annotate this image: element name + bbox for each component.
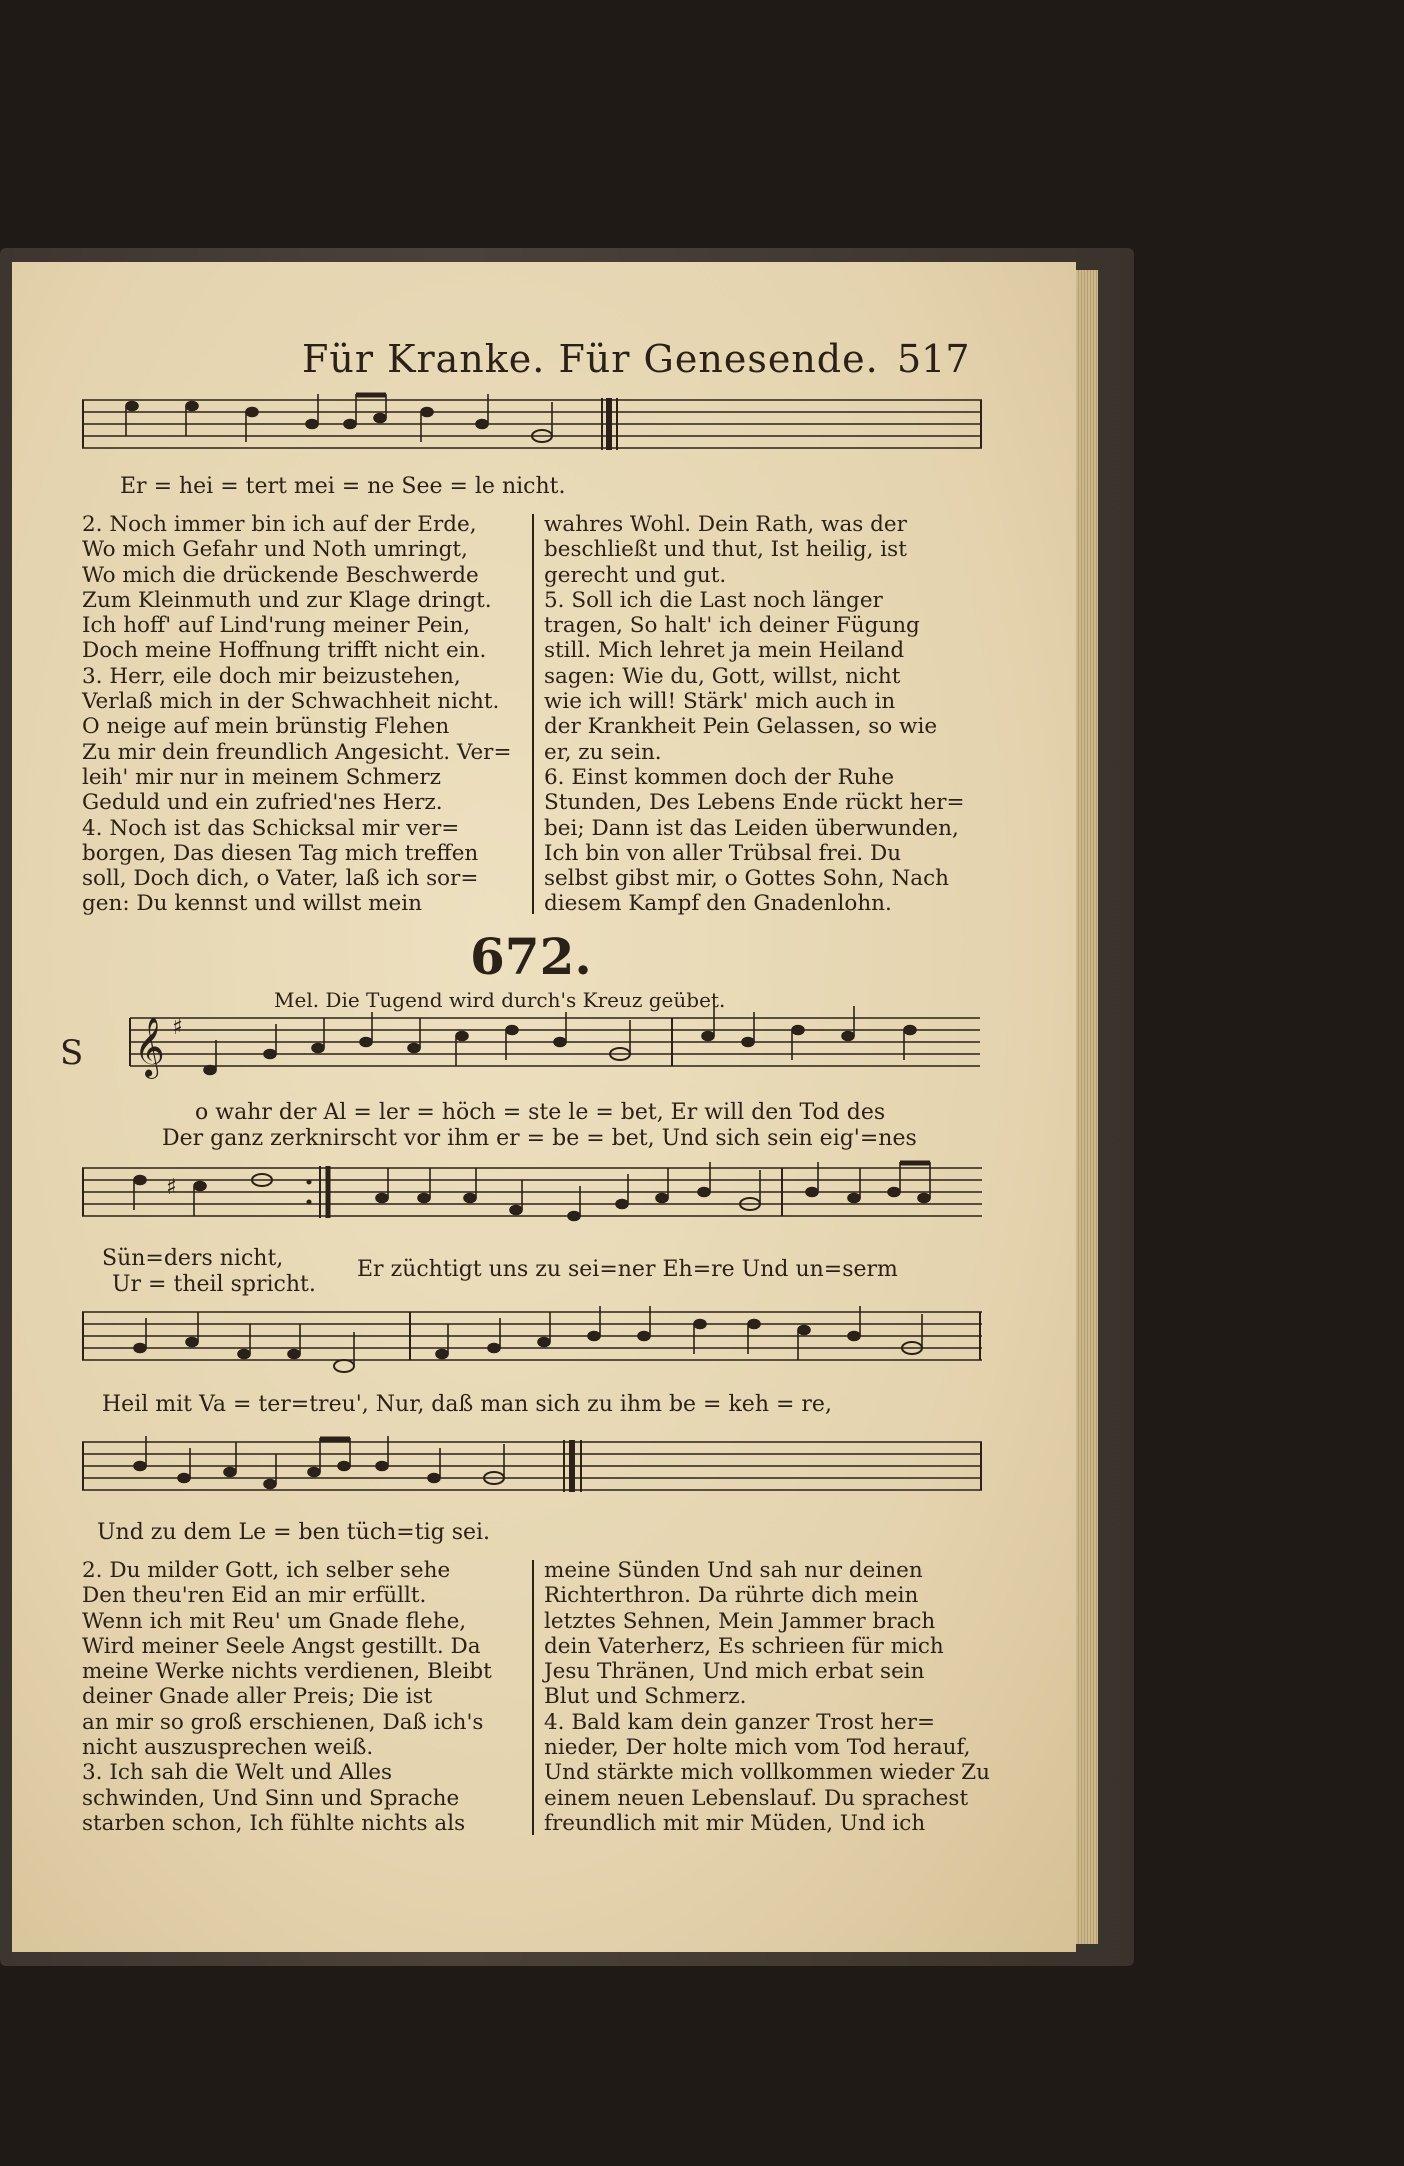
text-line: selbst gibst mir, o Gottes Sohn, Nach	[544, 866, 949, 892]
text-line: O neige auf mein brünstig Flehen	[82, 714, 450, 740]
text-line: wie ich will! Stärk' mich auch in	[544, 689, 896, 715]
page-edges	[1076, 270, 1098, 1944]
hymn-number: 672.	[470, 927, 592, 986]
text-line: der Krankheit Pein Gelassen, so wie	[544, 714, 938, 740]
text-line: Wenn ich mit Reu' um Gnade flehe,	[82, 1608, 467, 1634]
text-line: 4. Bald kam dein ganzer Trost her=	[544, 1709, 936, 1735]
text-line: Zu mir dein freundlich Angesicht. Ver=	[82, 739, 512, 765]
lyric-line-2a: Sün=ders nicht,	[102, 1246, 284, 1271]
music-staff-2	[60, 1004, 980, 1082]
lyric-line-3: Heil mit Va = ter=treu', Nur, daß man sich zu ihm be = keh = re,	[102, 1392, 832, 1417]
text-line: dein Vaterherz, Es schrieen für mich	[544, 1633, 944, 1659]
text-line: Ich bin von aller Trübsal frei. Du	[544, 840, 902, 866]
text-column-right-top	[544, 512, 1004, 917]
text-line: still. Mich lehret ja mein Heiland	[544, 638, 905, 664]
text-line: sagen: Wie du, Gott, willst, nicht	[544, 663, 901, 689]
text-line: freundlich mit mir Müden, Und ich	[544, 1810, 926, 1836]
text-line: einem neuen Lebenslauf. Du sprachest	[544, 1785, 969, 1811]
book-page	[12, 262, 1076, 1952]
text-line: gerecht und gut.	[544, 562, 727, 588]
running-header: Für Kranke. Für Genesende.	[302, 337, 879, 381]
initial-letter-s: S	[60, 1033, 84, 1073]
text-line: 3. Ich sah die Welt und Alles	[82, 1760, 393, 1786]
text-line: borgen, Das diesen Tag mich treffen	[82, 840, 479, 866]
text-line: 2. Du milder Gott, ich selber sehe	[82, 1558, 451, 1583]
sharp-icon: ♯	[166, 1175, 177, 1200]
text-line: an mir so groß erschienen, Daß ich's	[82, 1709, 484, 1735]
text-line: gen: Du kennst und willst mein	[82, 891, 422, 917]
lyric-line-2c: Er züchtigt uns zu sei=ner Eh=re Und un=serm	[357, 1257, 898, 1282]
lyric-line-0: Er = hei = tert mei = ne See = le nicht.	[120, 474, 566, 499]
text-line: 3. Herr, eile doch mir beizustehen,	[82, 663, 461, 689]
text-line: meine Sünden Und sah nur deinen	[544, 1558, 923, 1583]
column-divider	[532, 1560, 534, 1835]
text-line: Wo mich die drückende Beschwerde	[82, 562, 479, 588]
melody-reference: Mel. Die Tugend wird durch's Kreuz geübet.	[274, 988, 726, 1012]
lyric-line-1b: Der ganz zerknirscht vor ihm er = be = bet, Und sich sein eig'=nes	[162, 1126, 917, 1151]
music-staff-3	[82, 1158, 982, 1230]
text-line: Richterthron. Da rührte dich mein	[544, 1583, 919, 1609]
column-divider	[532, 514, 534, 914]
lyric-line-4: Und zu dem Le = ben tüch=tig sei.	[97, 1520, 491, 1545]
text-line: Und stärkte mich vollkommen wieder Zu	[544, 1760, 990, 1786]
text-line: Wird meiner Seele Angst gestillt. Da	[82, 1633, 481, 1659]
treble-clef-icon: 𝄞	[134, 1017, 165, 1077]
text-line: Blut und Schmerz.	[544, 1684, 747, 1710]
text-line: letztes Sehnen, Mein Jammer brach	[544, 1608, 936, 1634]
text-line: schwinden, Und Sinn und Sprache	[82, 1785, 460, 1811]
text-line: soll, Doch dich, o Vater, laß ich sor=	[82, 866, 479, 892]
text-line: Den theu'ren Eid an mir erfüllt.	[82, 1583, 427, 1609]
text-line: Ich hoff' auf Lind'rung meiner Pein,	[82, 613, 471, 639]
lyric-line-2b: Ur = theil spricht.	[112, 1272, 316, 1297]
text-column-left-bottom	[82, 1558, 527, 1836]
text-line: 4. Noch ist das Schicksal mir ver=	[82, 815, 460, 841]
text-line: nieder, Der holte mich vom Tod herauf,	[544, 1735, 971, 1761]
text-line: leih' mir nur in meinem Schmerz	[82, 764, 441, 790]
text-line: Zum Kleinmuth und zur Klage dringt.	[82, 587, 492, 613]
text-line: deiner Gnade aller Preis; Die ist	[82, 1684, 433, 1710]
text-line: bei; Dann ist das Leiden überwunden,	[544, 815, 959, 841]
text-line: Geduld und ein zufried'nes Herz.	[82, 790, 443, 816]
text-line: starben schon, Ich fühlte nichts als	[82, 1810, 466, 1836]
text-line: Stunden, Des Lebens Ende rückt her=	[544, 790, 965, 816]
text-line: wahres Wohl. Dein Rath, was der	[544, 512, 907, 537]
music-staff-1	[82, 390, 982, 460]
text-line: 6. Einst kommen doch der Ruhe	[544, 764, 895, 790]
text-line: Doch meine Hoffnung trifft nicht ein.	[82, 638, 487, 664]
text-line: er, zu sein.	[544, 739, 662, 765]
text-line: diesem Kampf den Gnadenlohn.	[544, 891, 892, 917]
text-column-right-bottom	[544, 1558, 1004, 1836]
music-staff-4	[82, 1302, 982, 1382]
text-line: tragen, So halt' ich deiner Fügung	[544, 613, 920, 639]
text-line: Jesu Thränen, Und mich erbat sein	[544, 1659, 925, 1685]
text-column-left-top	[82, 512, 527, 917]
music-staff-5	[82, 1432, 982, 1504]
text-line: 5. Soll ich die Last noch länger	[544, 587, 883, 613]
text-line: 2. Noch immer bin ich auf der Erde,	[82, 512, 477, 537]
page-number: 517	[897, 337, 970, 381]
text-line: beschließt und thut, Ist heilig, ist	[544, 537, 907, 563]
text-line: meine Werke nichts verdienen, Bleibt	[82, 1659, 492, 1685]
text-line: nicht auszusprechen weiß.	[82, 1735, 374, 1761]
lyric-line-1a: o wahr der Al = ler = höch = ste le = bet, Er will den Tod des	[195, 1100, 886, 1125]
text-line: Verlaß mich in der Schwachheit nicht.	[82, 689, 500, 715]
text-line: Wo mich Gefahr und Noth umringt,	[82, 537, 468, 563]
sharp-icon: ♯	[172, 1015, 183, 1040]
